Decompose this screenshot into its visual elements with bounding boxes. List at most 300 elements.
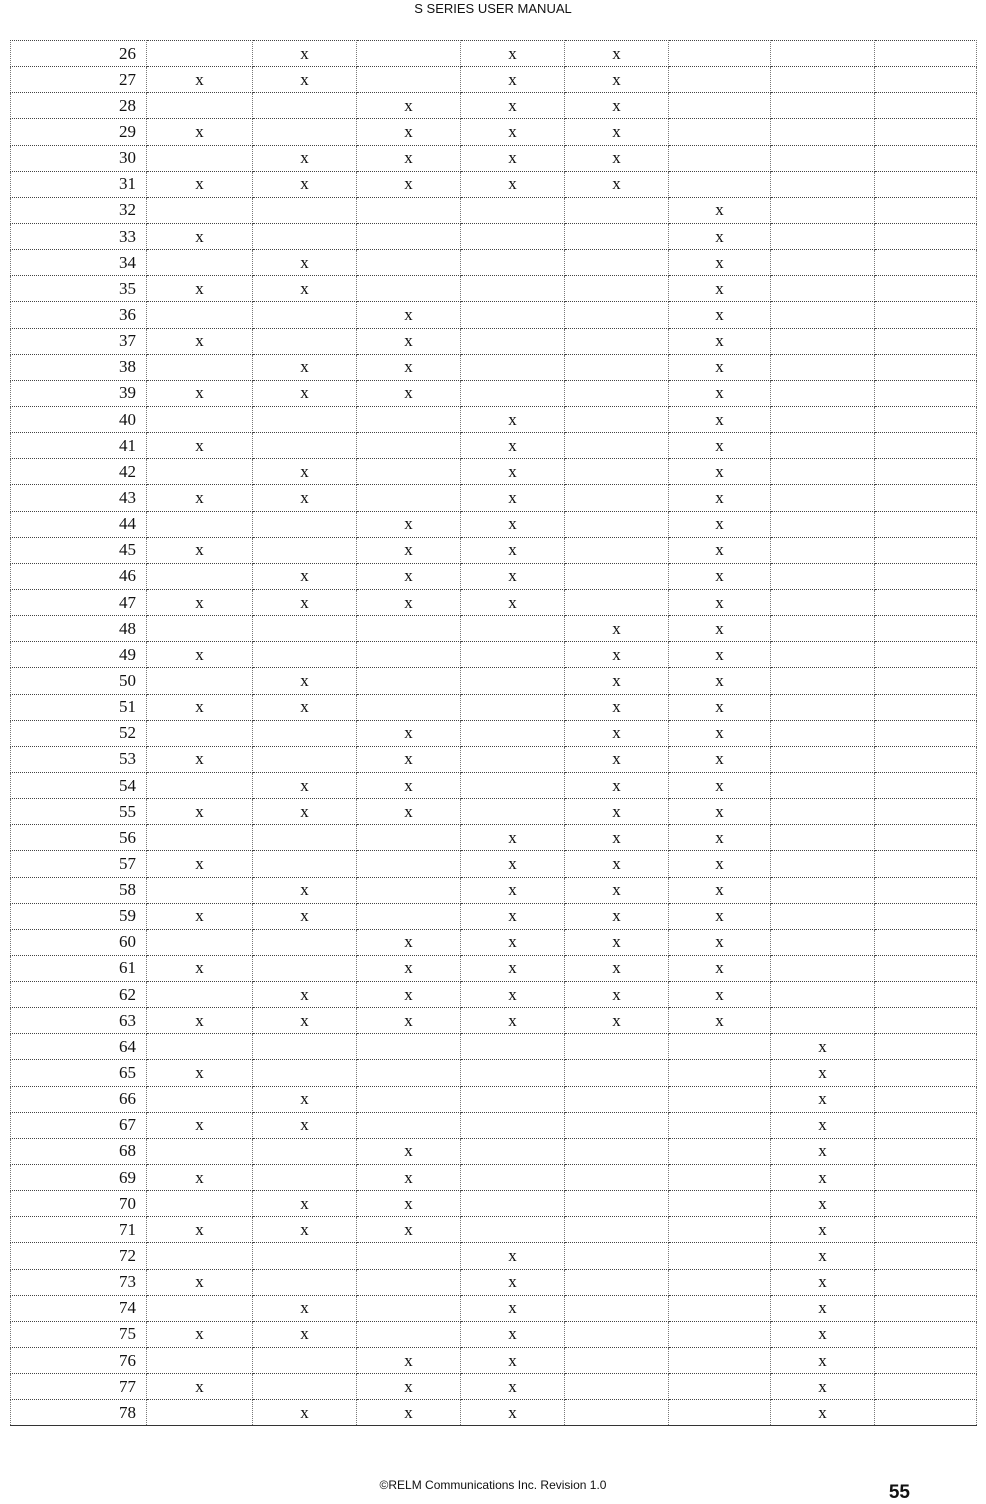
- table-cell: [565, 589, 669, 615]
- table-cell: x: [461, 41, 565, 67]
- table-cell: x: [669, 982, 771, 1008]
- table-cell: x: [357, 537, 461, 563]
- table-cell: x: [669, 720, 771, 746]
- table-row: [11, 1138, 977, 1164]
- table-cell: x: [253, 459, 357, 485]
- row-number: 51: [11, 694, 147, 720]
- table-cell: [461, 302, 565, 328]
- table-cell: x: [461, 145, 565, 171]
- table-cell: [147, 302, 253, 328]
- table-cell: [875, 746, 977, 772]
- table-cell: x: [771, 1086, 875, 1112]
- table-cell: [461, 720, 565, 746]
- table-cell: x: [669, 406, 771, 432]
- row-number: 30: [11, 145, 147, 171]
- table-cell: x: [147, 119, 253, 145]
- table-row: [11, 485, 977, 511]
- table-row: [11, 929, 977, 955]
- row-number: 27: [11, 67, 147, 93]
- table-row: [11, 302, 977, 328]
- table-cell: x: [669, 903, 771, 929]
- table-row: [11, 1034, 977, 1060]
- row-number: 36: [11, 302, 147, 328]
- table-cell: [253, 1374, 357, 1400]
- table-cell: [875, 41, 977, 67]
- table-cell: [461, 1034, 565, 1060]
- table-cell: [875, 433, 977, 459]
- row-number: 58: [11, 877, 147, 903]
- table-cell: x: [253, 380, 357, 406]
- table-row: [11, 563, 977, 589]
- table-cell: [669, 1243, 771, 1269]
- table-cell: [875, 276, 977, 302]
- table-cell: [669, 1086, 771, 1112]
- table-cell: [669, 41, 771, 67]
- table-cell: x: [253, 250, 357, 276]
- table-cell: x: [147, 67, 253, 93]
- table-cell: x: [461, 93, 565, 119]
- table-cell: [147, 1243, 253, 1269]
- table-cell: x: [771, 1400, 875, 1426]
- table-cell: [669, 1348, 771, 1374]
- table-cell: x: [147, 694, 253, 720]
- table-cell: x: [565, 877, 669, 903]
- table-cell: [771, 877, 875, 903]
- table-cell: x: [771, 1165, 875, 1191]
- table-cell: [875, 1138, 977, 1164]
- table-cell: [461, 642, 565, 668]
- table-cell: [461, 1060, 565, 1086]
- table-cell: [771, 903, 875, 929]
- table-cell: x: [461, 1400, 565, 1426]
- table-row: [11, 1400, 977, 1426]
- table-cell: x: [253, 903, 357, 929]
- table-cell: x: [771, 1243, 875, 1269]
- table-row: [11, 537, 977, 563]
- table-cell: x: [565, 720, 669, 746]
- table-cell: [875, 877, 977, 903]
- table-cell: x: [147, 171, 253, 197]
- row-number: 26: [11, 41, 147, 67]
- table-cell: x: [771, 1112, 875, 1138]
- table-cell: x: [565, 982, 669, 1008]
- table-row: [11, 668, 977, 694]
- table-cell: [875, 1086, 977, 1112]
- table-cell: [875, 929, 977, 955]
- table-cell: x: [253, 67, 357, 93]
- table-cell: [253, 302, 357, 328]
- row-number: 33: [11, 223, 147, 249]
- table-cell: [875, 1348, 977, 1374]
- table-cell: [461, 1191, 565, 1217]
- table-cell: [461, 250, 565, 276]
- table-cell: x: [771, 1191, 875, 1217]
- row-number: 48: [11, 616, 147, 642]
- table-cell: x: [147, 1008, 253, 1034]
- channel-bit-table: [10, 40, 977, 1426]
- table-cell: x: [565, 799, 669, 825]
- table-cell: [875, 1008, 977, 1034]
- table-cell: [875, 694, 977, 720]
- table-row: [11, 41, 977, 67]
- table-cell: [669, 1034, 771, 1060]
- table-cell: x: [147, 485, 253, 511]
- table-row: [11, 380, 977, 406]
- row-number: 37: [11, 328, 147, 354]
- table-cell: x: [461, 982, 565, 1008]
- table-cell: [147, 250, 253, 276]
- table-row: [11, 1269, 977, 1295]
- table-cell: [147, 720, 253, 746]
- table-cell: [875, 799, 977, 825]
- table-cell: [357, 616, 461, 642]
- table-cell: x: [669, 537, 771, 563]
- table-row: [11, 1321, 977, 1347]
- row-number: 61: [11, 955, 147, 981]
- table-cell: [357, 1321, 461, 1347]
- table-cell: [147, 1348, 253, 1374]
- table-cell: [565, 1269, 669, 1295]
- table-cell: x: [253, 563, 357, 589]
- table-cell: [147, 877, 253, 903]
- table-cell: [875, 1374, 977, 1400]
- table-cell: [771, 616, 875, 642]
- table-row: [11, 67, 977, 93]
- table-cell: x: [253, 1086, 357, 1112]
- table-cell: [565, 485, 669, 511]
- table-cell: [669, 1295, 771, 1321]
- table-row: [11, 955, 977, 981]
- table-cell: [147, 772, 253, 798]
- table-cell: x: [669, 799, 771, 825]
- table-cell: x: [357, 563, 461, 589]
- table-cell: x: [461, 1321, 565, 1347]
- row-number: 65: [11, 1060, 147, 1086]
- table-cell: [357, 825, 461, 851]
- table-row: [11, 250, 977, 276]
- table-cell: x: [669, 354, 771, 380]
- table-cell: [771, 119, 875, 145]
- row-number: 59: [11, 903, 147, 929]
- table-cell: x: [253, 41, 357, 67]
- table-cell: [565, 1060, 669, 1086]
- table-cell: [669, 1374, 771, 1400]
- table-cell: [357, 877, 461, 903]
- table-cell: x: [565, 616, 669, 642]
- row-number: 39: [11, 380, 147, 406]
- table-row: [11, 1243, 977, 1269]
- row-number: 52: [11, 720, 147, 746]
- page-header: S SERIES USER MANUAL: [414, 1, 572, 16]
- table-cell: [771, 563, 875, 589]
- table-cell: [669, 1269, 771, 1295]
- table-cell: x: [771, 1269, 875, 1295]
- table-cell: x: [357, 1165, 461, 1191]
- row-number: 62: [11, 982, 147, 1008]
- table-cell: [771, 223, 875, 249]
- table-cell: x: [357, 1138, 461, 1164]
- table-cell: x: [669, 589, 771, 615]
- table-cell: x: [147, 328, 253, 354]
- row-number: 60: [11, 929, 147, 955]
- table-row: [11, 406, 977, 432]
- table-cell: [147, 1400, 253, 1426]
- table-cell: [669, 67, 771, 93]
- table-cell: [565, 537, 669, 563]
- table-cell: [565, 433, 669, 459]
- row-number: 71: [11, 1217, 147, 1243]
- row-number: 56: [11, 825, 147, 851]
- table-cell: [357, 668, 461, 694]
- table-cell: x: [147, 276, 253, 302]
- table-cell: [875, 223, 977, 249]
- table-row: [11, 903, 977, 929]
- table-cell: [147, 354, 253, 380]
- table-cell: x: [357, 145, 461, 171]
- table-cell: [147, 406, 253, 432]
- table-cell: [771, 197, 875, 223]
- row-number: 41: [11, 433, 147, 459]
- table-row: [11, 694, 977, 720]
- table-row: [11, 589, 977, 615]
- table-cell: x: [253, 799, 357, 825]
- table-cell: [875, 589, 977, 615]
- table-cell: x: [357, 589, 461, 615]
- table-cell: [875, 1243, 977, 1269]
- table-cell: [875, 616, 977, 642]
- table-cell: [875, 511, 977, 537]
- table-cell: [461, 1112, 565, 1138]
- table-cell: [875, 668, 977, 694]
- row-number: 66: [11, 1086, 147, 1112]
- row-number: 64: [11, 1034, 147, 1060]
- row-number: 31: [11, 171, 147, 197]
- table-cell: [565, 1374, 669, 1400]
- table-cell: x: [565, 1008, 669, 1034]
- table-cell: [461, 354, 565, 380]
- table-cell: [253, 955, 357, 981]
- table-cell: x: [669, 825, 771, 851]
- table-cell: x: [147, 537, 253, 563]
- table-cell: [875, 1295, 977, 1321]
- table-cell: x: [565, 903, 669, 929]
- table-cell: [771, 380, 875, 406]
- table-cell: [253, 1269, 357, 1295]
- table-cell: [771, 67, 875, 93]
- table-cell: [147, 1086, 253, 1112]
- row-number: 55: [11, 799, 147, 825]
- table-row: [11, 459, 977, 485]
- table-cell: [875, 459, 977, 485]
- table-cell: [669, 119, 771, 145]
- table-row: [11, 799, 977, 825]
- table-cell: [875, 1321, 977, 1347]
- row-number: 28: [11, 93, 147, 119]
- table-cell: [565, 1034, 669, 1060]
- table-row: [11, 616, 977, 642]
- table-cell: [771, 694, 875, 720]
- table-cell: [565, 223, 669, 249]
- table-cell: [669, 1165, 771, 1191]
- table-cell: [357, 1112, 461, 1138]
- table-cell: [147, 1138, 253, 1164]
- table-row: [11, 93, 977, 119]
- table-cell: [565, 1400, 669, 1426]
- table-cell: [771, 642, 875, 668]
- table-cell: x: [357, 772, 461, 798]
- table-cell: x: [669, 1008, 771, 1034]
- table-cell: [147, 929, 253, 955]
- page-number: 55: [888, 1482, 910, 1503]
- table-cell: [771, 746, 875, 772]
- table-cell: x: [357, 1191, 461, 1217]
- row-number: 78: [11, 1400, 147, 1426]
- table-cell: x: [461, 851, 565, 877]
- table-cell: [565, 197, 669, 223]
- row-number: 54: [11, 772, 147, 798]
- table-cell: [565, 459, 669, 485]
- table-cell: x: [147, 1060, 253, 1086]
- table-cell: x: [565, 93, 669, 119]
- table-row: [11, 1217, 977, 1243]
- table-row: [11, 328, 977, 354]
- table-cell: [357, 67, 461, 93]
- table-cell: [771, 511, 875, 537]
- table-cell: [875, 328, 977, 354]
- table-cell: [565, 354, 669, 380]
- table-cell: [771, 145, 875, 171]
- table-row: [11, 1112, 977, 1138]
- table-cell: [875, 720, 977, 746]
- table-cell: x: [669, 563, 771, 589]
- row-number: 45: [11, 537, 147, 563]
- table-cell: [253, 851, 357, 877]
- table-cell: x: [147, 1269, 253, 1295]
- table-cell: x: [253, 1400, 357, 1426]
- table-cell: x: [253, 877, 357, 903]
- table-cell: [669, 1112, 771, 1138]
- table-cell: x: [461, 1243, 565, 1269]
- table-cell: [565, 1191, 669, 1217]
- table-cell: [875, 563, 977, 589]
- table-cell: x: [147, 799, 253, 825]
- table-row: [11, 851, 977, 877]
- table-cell: [771, 668, 875, 694]
- table-cell: [771, 1008, 875, 1034]
- table-cell: x: [147, 851, 253, 877]
- table-cell: x: [669, 511, 771, 537]
- table-cell: [875, 1165, 977, 1191]
- table-cell: x: [147, 589, 253, 615]
- table-cell: [771, 406, 875, 432]
- table-cell: x: [357, 119, 461, 145]
- row-number: 42: [11, 459, 147, 485]
- table-cell: x: [771, 1060, 875, 1086]
- table-row: [11, 1060, 977, 1086]
- table-cell: [357, 1086, 461, 1112]
- table-cell: [771, 250, 875, 276]
- table-cell: x: [669, 746, 771, 772]
- table-cell: [771, 433, 875, 459]
- table-cell: x: [461, 1348, 565, 1374]
- row-number: 68: [11, 1138, 147, 1164]
- table-cell: [253, 537, 357, 563]
- table-cell: [357, 642, 461, 668]
- table-cell: x: [357, 171, 461, 197]
- table-row: [11, 171, 977, 197]
- table-cell: x: [147, 1112, 253, 1138]
- table-cell: [147, 145, 253, 171]
- table-cell: x: [669, 929, 771, 955]
- row-number: 72: [11, 1243, 147, 1269]
- table-cell: [669, 1138, 771, 1164]
- table-cell: [461, 276, 565, 302]
- table-cell: x: [461, 1269, 565, 1295]
- table-cell: [357, 694, 461, 720]
- table-cell: [875, 93, 977, 119]
- table-cell: x: [253, 485, 357, 511]
- table-cell: [357, 851, 461, 877]
- table-cell: x: [357, 982, 461, 1008]
- table-cell: x: [147, 1374, 253, 1400]
- table-cell: [565, 1217, 669, 1243]
- table-cell: [771, 772, 875, 798]
- table-cell: x: [147, 223, 253, 249]
- table-cell: [875, 1034, 977, 1060]
- table-cell: [771, 354, 875, 380]
- table-row: [11, 433, 977, 459]
- table-cell: [253, 1243, 357, 1269]
- table-cell: [147, 511, 253, 537]
- table-cell: [147, 197, 253, 223]
- row-number: 35: [11, 276, 147, 302]
- table-cell: x: [669, 223, 771, 249]
- table-cell: [771, 93, 875, 119]
- table-cell: x: [147, 433, 253, 459]
- table-cell: [147, 1295, 253, 1321]
- row-number: 63: [11, 1008, 147, 1034]
- table-cell: x: [357, 1348, 461, 1374]
- row-number: 76: [11, 1348, 147, 1374]
- table-cell: [357, 459, 461, 485]
- table-cell: [253, 1060, 357, 1086]
- table-cell: [875, 67, 977, 93]
- table-cell: [253, 433, 357, 459]
- table-cell: [147, 41, 253, 67]
- table-row: [11, 746, 977, 772]
- table-cell: x: [461, 119, 565, 145]
- table-cell: [461, 668, 565, 694]
- table-cell: [771, 459, 875, 485]
- table-cell: [565, 406, 669, 432]
- table-cell: [875, 1191, 977, 1217]
- table-cell: [771, 276, 875, 302]
- table-cell: [771, 929, 875, 955]
- table-cell: x: [357, 380, 461, 406]
- table-row: [11, 1191, 977, 1217]
- row-number: 57: [11, 851, 147, 877]
- table-cell: [565, 1138, 669, 1164]
- table-cell: [771, 485, 875, 511]
- table-cell: [253, 1165, 357, 1191]
- table-cell: x: [669, 616, 771, 642]
- table-cell: [875, 354, 977, 380]
- table-cell: x: [253, 668, 357, 694]
- table-cell: [875, 537, 977, 563]
- table-cell: x: [565, 67, 669, 93]
- table-cell: x: [253, 354, 357, 380]
- table-row: [11, 197, 977, 223]
